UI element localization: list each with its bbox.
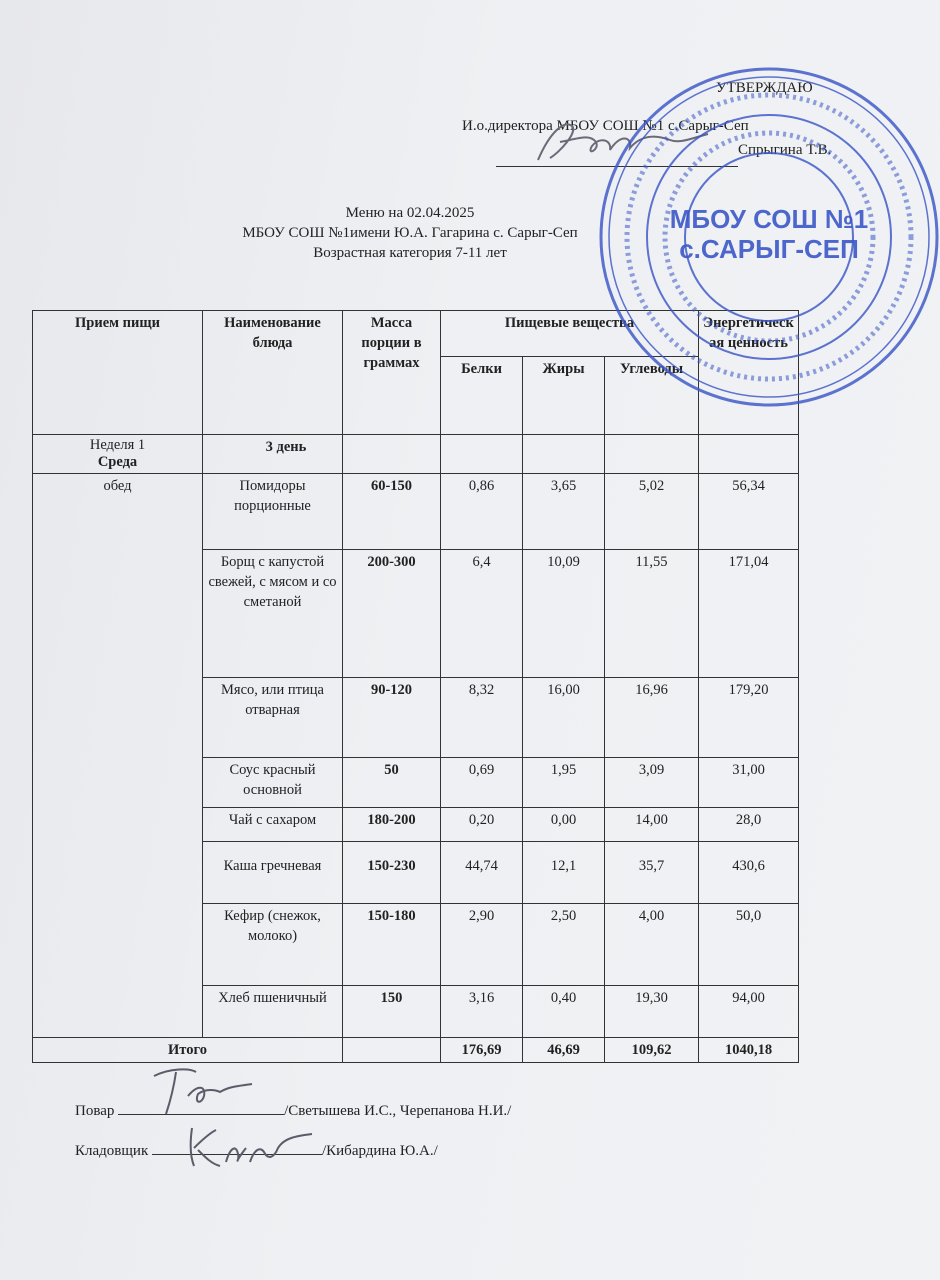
day-name: Среда <box>97 454 138 470</box>
dish-name: Кефир (снежок, молоко) <box>203 904 343 986</box>
cook-label: Повар <box>75 1103 115 1119</box>
table-row <box>33 474 799 550</box>
total-fat: 46,69 <box>523 1038 605 1063</box>
dish-carbs: 4,00 <box>605 904 699 986</box>
dish-protein: 0,69 <box>441 758 523 808</box>
menu-date-title: Меню на 02.04.2025 <box>345 205 475 221</box>
storekeeper-label: Кладовщик <box>75 1143 149 1159</box>
dish-carbs: 14,00 <box>605 808 699 842</box>
dish-name: Помидоры порционные <box>203 474 343 550</box>
dish-energy: 179,20 <box>699 678 799 758</box>
storekeeper-name: /Кибардина Ю.А./ <box>321 1143 438 1159</box>
dish-carbs: 5,02 <box>605 474 699 550</box>
header-mass: Масса порции в граммах <box>343 311 441 435</box>
dish-protein: 0,20 <box>441 808 523 842</box>
cook-signature-line <box>118 1114 284 1115</box>
school-name: МБОУ СОШ №1имени Ю.А. Гагарина с. Сарыг-Сеп <box>242 225 578 241</box>
dish-mass: 200-300 <box>343 550 441 678</box>
dish-carbs: 3,09 <box>605 758 699 808</box>
dish-fat: 2,50 <box>523 904 605 986</box>
dish-name: Чай с сахаром <box>203 808 343 842</box>
total-row <box>33 1038 799 1063</box>
approval-title: УТВЕРЖДАЮ <box>716 80 813 96</box>
dish-protein: 44,74 <box>441 842 523 904</box>
dish-name: Хлеб пшеничный <box>203 986 343 1038</box>
header-fat: Жиры <box>523 357 605 435</box>
dish-energy: 28,0 <box>699 808 799 842</box>
dish-mass: 150-180 <box>343 904 441 986</box>
total-label: Итого <box>33 1038 343 1063</box>
dish-fat: 0,40 <box>523 986 605 1038</box>
dish-mass: 150-230 <box>343 842 441 904</box>
dish-protein: 3,16 <box>441 986 523 1038</box>
stamp-center-line2: с.САРЫГ-СЕП <box>679 234 859 264</box>
meal-cell: обед <box>33 474 203 1038</box>
director-name: Спрыгина Т.В. <box>738 142 832 158</box>
header-meal: Прием пищи <box>33 311 203 435</box>
dish-protein: 8,32 <box>441 678 523 758</box>
header-protein: Белки <box>441 357 523 435</box>
dish-energy: 430,6 <box>699 842 799 904</box>
dish-carbs: 11,55 <box>605 550 699 678</box>
dish-carbs: 35,7 <box>605 842 699 904</box>
dish-mass: 150 <box>343 986 441 1038</box>
total-energy: 1040,18 <box>699 1038 799 1063</box>
menu-table <box>32 310 799 1063</box>
total-protein: 176,69 <box>441 1038 523 1063</box>
age-category: Возрастная категория 7-11 лет <box>313 245 507 261</box>
week-label: Неделя 1 <box>89 437 146 453</box>
dish-energy: 50,0 <box>699 904 799 986</box>
dish-name: Борщ с капустой свежей, с мясом и со сметаной <box>203 550 343 678</box>
dish-fat: 16,00 <box>523 678 605 758</box>
dish-fat: 10,09 <box>523 550 605 678</box>
dish-mass: 90-120 <box>343 678 441 758</box>
week-cell <box>33 435 203 474</box>
dish-carbs: 19,30 <box>605 986 699 1038</box>
header-energy: Энергетическая ценность <box>699 311 799 435</box>
approval-position: И.о.директора МБОУ СОШ №1 с.Сарыг-Сеп <box>462 118 749 134</box>
dish-energy: 31,00 <box>699 758 799 808</box>
dish-energy: 171,04 <box>699 550 799 678</box>
cook-line <box>75 1103 511 1120</box>
day-number: 3 день <box>203 435 343 474</box>
cook-names: /Светышева И.С., Черепанова Н.И./ <box>284 1103 512 1119</box>
stamp-center-line1: МБОУ СОШ №1 <box>669 204 869 234</box>
storekeeper-signature-line <box>152 1154 322 1155</box>
dish-protein: 2,90 <box>441 904 523 986</box>
dish-name: Каша гречневая <box>203 842 343 904</box>
dish-fat: 12,1 <box>523 842 605 904</box>
storekeeper-line <box>75 1143 438 1160</box>
dish-mass: 180-200 <box>343 808 441 842</box>
header-nutrients: Пищевые вещества <box>441 311 699 357</box>
dish-fat: 3,65 <box>523 474 605 550</box>
header-carbs: Углеводы <box>605 357 699 435</box>
dish-carbs: 16,96 <box>605 678 699 758</box>
document-header <box>110 203 710 263</box>
week-row <box>33 435 799 474</box>
dish-fat: 0,00 <box>523 808 605 842</box>
director-signature-line <box>496 166 738 167</box>
dish-name: Соус красный основной <box>203 758 343 808</box>
dish-fat: 1,95 <box>523 758 605 808</box>
total-carbs: 109,62 <box>605 1038 699 1063</box>
dish-protein: 0,86 <box>441 474 523 550</box>
dish-energy: 56,34 <box>699 474 799 550</box>
dish-name: Мясо, или птица отварная <box>203 678 343 758</box>
dish-mass: 50 <box>343 758 441 808</box>
dish-mass: 60-150 <box>343 474 441 550</box>
header-dish: Наименование блюда <box>203 311 343 435</box>
dish-protein: 6,4 <box>441 550 523 678</box>
dish-energy: 94,00 <box>699 986 799 1038</box>
